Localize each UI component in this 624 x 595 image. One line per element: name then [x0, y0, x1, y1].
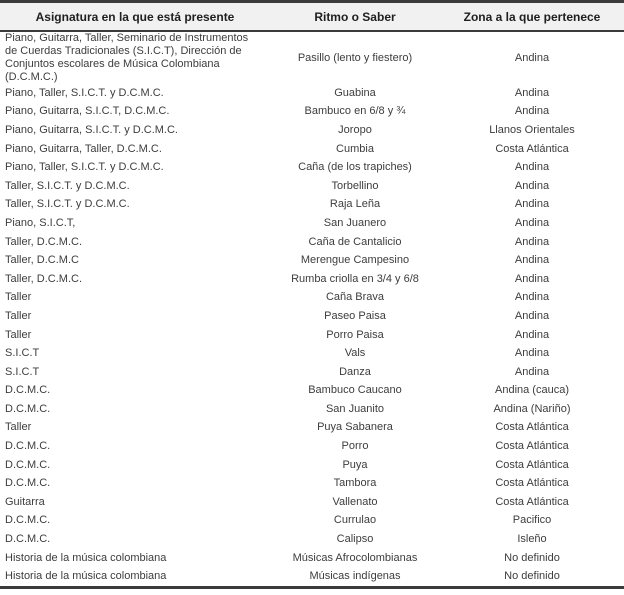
- cell-asignatura: D.C.M.C.: [5, 458, 51, 471]
- cell-asignatura: D.C.M.C.: [5, 440, 51, 453]
- cell-ritmo: Músicas indígenas: [309, 570, 401, 583]
- cell-zona: Costa Atlántica: [495, 440, 569, 453]
- table-row: [0, 363, 624, 382]
- cell-zona: Costa Atlántica: [495, 142, 569, 155]
- column-header-asignatura: Asignatura en la que está presente: [0, 2, 270, 32]
- cell-zona: Pacifico: [512, 514, 552, 527]
- column-header-zona: Zona a la que pertenece: [440, 2, 624, 32]
- table-row: [0, 251, 624, 270]
- cell-ritmo: Puya Sabanera: [317, 421, 393, 434]
- cell-ritmo: Currulao: [333, 514, 377, 527]
- table-row: [0, 549, 624, 568]
- cell-asignatura: D.C.M.C.: [5, 384, 51, 397]
- cell-zona: Andina: [514, 291, 550, 304]
- cell-ritmo: Músicas Afrocolombianas: [292, 551, 418, 564]
- table-row: [0, 233, 624, 252]
- cell-ritmo: Danza: [339, 365, 371, 378]
- column-header-ritmo: Ritmo o Saber: [270, 2, 440, 32]
- table-row: [0, 289, 624, 308]
- table-row: [0, 103, 624, 122]
- cell-asignatura: Piano, Guitarra, Taller, Seminario de Instrumentos de Cuerdas Tradicionales (S.I.C.T), Dirección de Conjuntos escolares de Música Colombiana (D.C.M.C.): [5, 32, 249, 83]
- table-row: [0, 121, 624, 140]
- cell-asignatura: Taller: [5, 309, 32, 322]
- cell-zona: Andina: [514, 347, 550, 360]
- table-row: [0, 84, 624, 103]
- cell-ritmo: Puya: [342, 458, 368, 471]
- cell-asignatura: Piano, Guitarra, S.I.C.T. y D.C.M.C.: [5, 123, 178, 136]
- cell-zona: Llanos Orientales: [489, 123, 575, 136]
- cell-ritmo: San Juanito: [325, 402, 385, 415]
- cell-ritmo: Paseo Paisa: [324, 309, 386, 322]
- cell-asignatura: S.I.C.T: [5, 347, 40, 360]
- cell-asignatura: D.C.M.C.: [5, 533, 51, 546]
- cell-ritmo: Caña de Cantalicio: [308, 235, 402, 248]
- cell-asignatura: Taller, S.I.C.T. y D.C.M.C.: [5, 198, 130, 211]
- cell-zona: Costa Atlántica: [495, 477, 569, 490]
- table-row: [0, 177, 624, 196]
- table-row: [0, 512, 624, 531]
- cell-ritmo: San Juanero: [323, 216, 387, 229]
- cell-zona: Costa Atlántica: [495, 421, 569, 434]
- table-row: [0, 270, 624, 289]
- cell-ritmo: Joropo: [338, 123, 372, 136]
- cell-asignatura: Piano, S.I.C.T,: [5, 216, 76, 229]
- cell-zona: Andina: [514, 179, 550, 192]
- cell-zona: Andina: [514, 51, 550, 64]
- cell-zona: Andina: [514, 86, 550, 99]
- cell-ritmo: Cumbia: [336, 142, 374, 155]
- cell-ritmo: Bambuco Caucano: [308, 384, 402, 397]
- table-row: [0, 382, 624, 401]
- cell-ritmo: Porro Paisa: [326, 328, 384, 341]
- cell-asignatura: Taller, D.C.M.C: [5, 254, 79, 267]
- cell-zona: Andina (cauca): [495, 384, 569, 397]
- cell-zona: Costa Atlántica: [495, 495, 569, 508]
- cell-asignatura: Historia de la música colombiana: [5, 570, 167, 583]
- cell-zona: Andina: [514, 365, 550, 378]
- table-row: [0, 158, 624, 177]
- cell-ritmo: Guabina: [334, 86, 376, 99]
- table-row: [0, 419, 624, 438]
- table-row: [0, 326, 624, 345]
- table-row: [0, 530, 624, 549]
- cell-zona: Andina: [514, 235, 550, 248]
- cell-zona: Andina: [514, 272, 550, 285]
- cell-ritmo: Calipso: [336, 533, 374, 546]
- table-row: [0, 456, 624, 475]
- cell-ritmo: Bambuco en 6/8 y ¾: [304, 105, 406, 118]
- table-row: [0, 437, 624, 456]
- cell-ritmo: Caña (de los trapiches): [298, 161, 412, 174]
- cell-zona: No definido: [504, 570, 560, 583]
- cell-zona: Costa Atlántica: [495, 458, 569, 471]
- cell-ritmo: Vals: [344, 347, 366, 360]
- cell-ritmo: Merengue Campesino: [300, 254, 410, 267]
- cell-zona: Andina: [514, 198, 550, 211]
- cell-zona: Andina: [514, 328, 550, 341]
- cell-zona: Andina: [514, 161, 550, 174]
- cell-asignatura: Piano, Taller, S.I.C.T. y D.C.M.C.: [5, 161, 164, 174]
- table-row: [0, 214, 624, 233]
- cell-asignatura: D.C.M.C.: [5, 402, 51, 415]
- cell-zona: Andina (Nariño): [493, 402, 571, 415]
- cell-asignatura: Taller, S.I.C.T. y D.C.M.C.: [5, 179, 130, 192]
- cell-asignatura: Guitarra: [5, 495, 45, 508]
- cell-asignatura: Piano, Guitarra, S.I.C.T, D.C.M.C.: [5, 105, 170, 118]
- cell-zona: Andina: [514, 216, 550, 229]
- cell-ritmo: Caña Brava: [325, 291, 385, 304]
- cell-zona: Andina: [514, 105, 550, 118]
- cell-asignatura: Taller, D.C.M.C.: [5, 272, 83, 285]
- table-row: [0, 307, 624, 326]
- cell-asignatura: Historia de la música colombiana: [5, 551, 167, 564]
- table-row: [0, 140, 624, 159]
- table-row: [0, 567, 624, 587]
- cell-asignatura: D.C.M.C.: [5, 477, 51, 490]
- table-row: [0, 344, 624, 363]
- table-row: [0, 493, 624, 512]
- cell-asignatura: Taller: [5, 291, 32, 304]
- cell-asignatura: D.C.M.C.: [5, 514, 51, 527]
- table-body: [0, 31, 624, 588]
- cell-zona: No definido: [504, 551, 560, 564]
- cell-ritmo: Vallenato: [332, 495, 378, 508]
- cell-asignatura: Piano, Taller, S.I.C.T. y D.C.M.C.: [5, 86, 164, 99]
- cell-asignatura: Taller: [5, 421, 32, 434]
- table-header-row: [0, 2, 624, 32]
- cell-zona: Andina: [514, 254, 550, 267]
- cell-ritmo: Tambora: [333, 477, 377, 490]
- cell-asignatura: Piano, Guitarra, Taller, D.C.M.C.: [5, 142, 162, 155]
- cell-asignatura: Taller: [5, 328, 32, 341]
- cell-asignatura: S.I.C.T: [5, 365, 40, 378]
- cell-zona: Isleño: [517, 533, 547, 546]
- cell-ritmo: Raja Leña: [329, 198, 381, 211]
- cell-zona: Andina: [514, 309, 550, 322]
- table-row: [0, 196, 624, 215]
- table-row: [0, 400, 624, 419]
- cell-ritmo: Torbellino: [331, 179, 379, 192]
- cell-ritmo: Pasillo (lento y fiestero): [297, 51, 413, 64]
- cell-ritmo: Rumba criolla en 3/4 y 6/8: [291, 272, 419, 285]
- table-row: [0, 31, 624, 84]
- table-row: [0, 474, 624, 493]
- cell-ritmo: Porro: [341, 440, 369, 453]
- cell-asignatura: Taller, D.C.M.C.: [5, 235, 83, 248]
